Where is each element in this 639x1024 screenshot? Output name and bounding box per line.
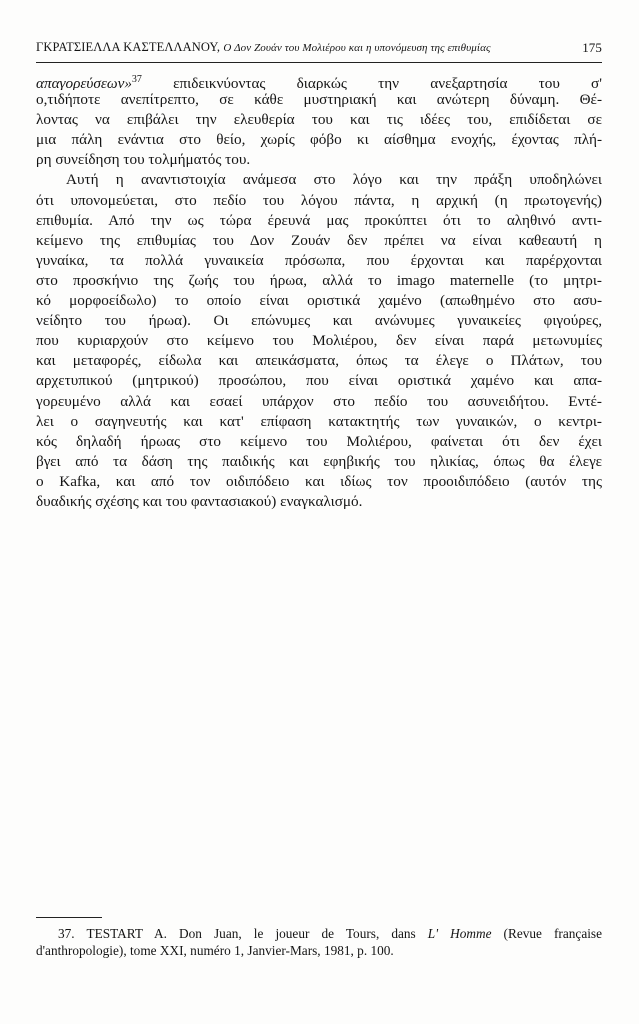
footnote-line1-pre: 37. TESTART A. Don Juan, le joueur de Tours, dans — [58, 926, 428, 941]
paragraph1-line: ο,τιδήποτε ανεπίτρεπτο, σε κάθε μυστηριακή και ανώτερη δύναμη. Θέ- — [36, 91, 602, 109]
header-title: Ο Δον Ζουάν του Μολιέρου και η υπονόμευση της επιθυμίας — [223, 42, 491, 54]
page-number: 175 — [582, 40, 602, 55]
paragraph2-line: στο προσκήνιο της ζωής του ήρωα, αλλά το imago maternelle (το μητρι- — [36, 271, 602, 289]
paragraph2-line: δυαδικής σχέσης και του φαντασιακού) εναγκαλισμό. — [36, 492, 363, 510]
paragraph2-line: κό μορφοείδωλο) το οποίο είναι οριστικά χαμένο (απωθημένο στο ασυ- — [36, 292, 602, 310]
paragraph1-line: λοντας να επιβάλει την ελευθερία του και τις ιδέες του, επιδίδεται σε — [36, 111, 602, 129]
paragraph1-line1-rest: επιδεικνύοντας διαρκώς την ανεξαρτησία του σ' — [141, 75, 602, 91]
running-header — [36, 40, 604, 60]
footnote-line1-post: (Revue française — [491, 926, 602, 941]
paragraph2-line: αρχετυπικού (μητρικού) προσώπου, που είναι οριστικά χαμένο και απα- — [36, 372, 602, 390]
footnote-rule — [36, 917, 102, 918]
paragraph2-line: νείδητο του ήρωα). Οι επώνυμες και ανώνυμες γυναικείες φιγούρες, — [36, 312, 602, 330]
paragraph2-line: κείμενο της επιθυμίας του Δον Ζουάν δεν πρέπει να είναι καθεαυτή η — [36, 231, 602, 249]
paragraph2-line: και μεταφορές, είδωλα και απεικάσματα, όπως τα έλεγε ο Πλάτων, του — [36, 352, 602, 370]
paragraph2-line: ο Kafka, και από τον οιδιπόδειο και ιδίως τον προοιδιπόδειο (αυτόν της — [36, 472, 602, 490]
footnote-ref: 37 — [131, 74, 142, 85]
paragraph1-italic-word: απαγορεύσεων» — [36, 75, 132, 91]
footnote — [36, 925, 602, 959]
paragraph2-line: κός δηλαδή ήρωας στο κείμενο του Μολιέρου, φαίνεται ότι δεν έχει — [36, 432, 602, 450]
footnote-line: d'anthropologie), tome XXI, numéro 1, Janvier-Mars, 1981, p. 100. — [36, 943, 394, 958]
paragraph2-line: ότι υπονομεύεται, στο πεδίο του λόγου πάντα, η αρχική (η πρωτογενής) — [36, 191, 602, 209]
paragraph1-line — [36, 70, 602, 90]
paragraph2-line: που κυριαρχούν στο κείμενο του Μολιέρου, δεν είναι παρά μετωνυμίες — [36, 332, 602, 350]
header-author: ΓΚΡΑΤΣΙΕΛΛΑ ΚΑΣΤΕΛΛΑΝΟΥ, — [36, 40, 221, 54]
header-rule — [36, 62, 602, 63]
paragraph2-line: λει ο σαγηνευτής και κατ' επίφαση κατακτητής των γυναικών, ο κεντρι- — [36, 412, 602, 430]
footnote-line — [36, 925, 602, 942]
paragraph2-line: Αυτή η αναντιστοιχία ανάμεσα στο λόγο και την πράξη υποδηλώνει — [66, 171, 602, 189]
paragraph2-line: γορευμένο αλλά και εσαεί υπάρχον στο πεδίο του ασυνειδήτου. Εντέ- — [36, 392, 602, 410]
body-text — [36, 70, 602, 512]
paragraph1-line: μια πάλη ενάντια στο θείο, χωρίς φόβο κι αίσθημα ενοχής, έχοντας πλή- — [36, 131, 602, 149]
paragraph1-line: ρη συνείδηση του τολμήματός του. — [36, 151, 251, 169]
paragraph2-line: γυναίκα, τα πολλά γυναικεία πρόσωπα, που έρχονται και παρέρχονται — [36, 251, 602, 269]
paragraph2-line: επιθυμία. Από την ως τώρα έρευνά μας προκύπτει ότι το αληθινό αντι- — [36, 211, 602, 229]
footnote-italic-title: L' Homme — [427, 926, 492, 941]
paragraph2-line: βγει από τα δάση της παιδικής και εφηβικής του ηλικίας, όπως θα έλεγε — [36, 452, 602, 470]
